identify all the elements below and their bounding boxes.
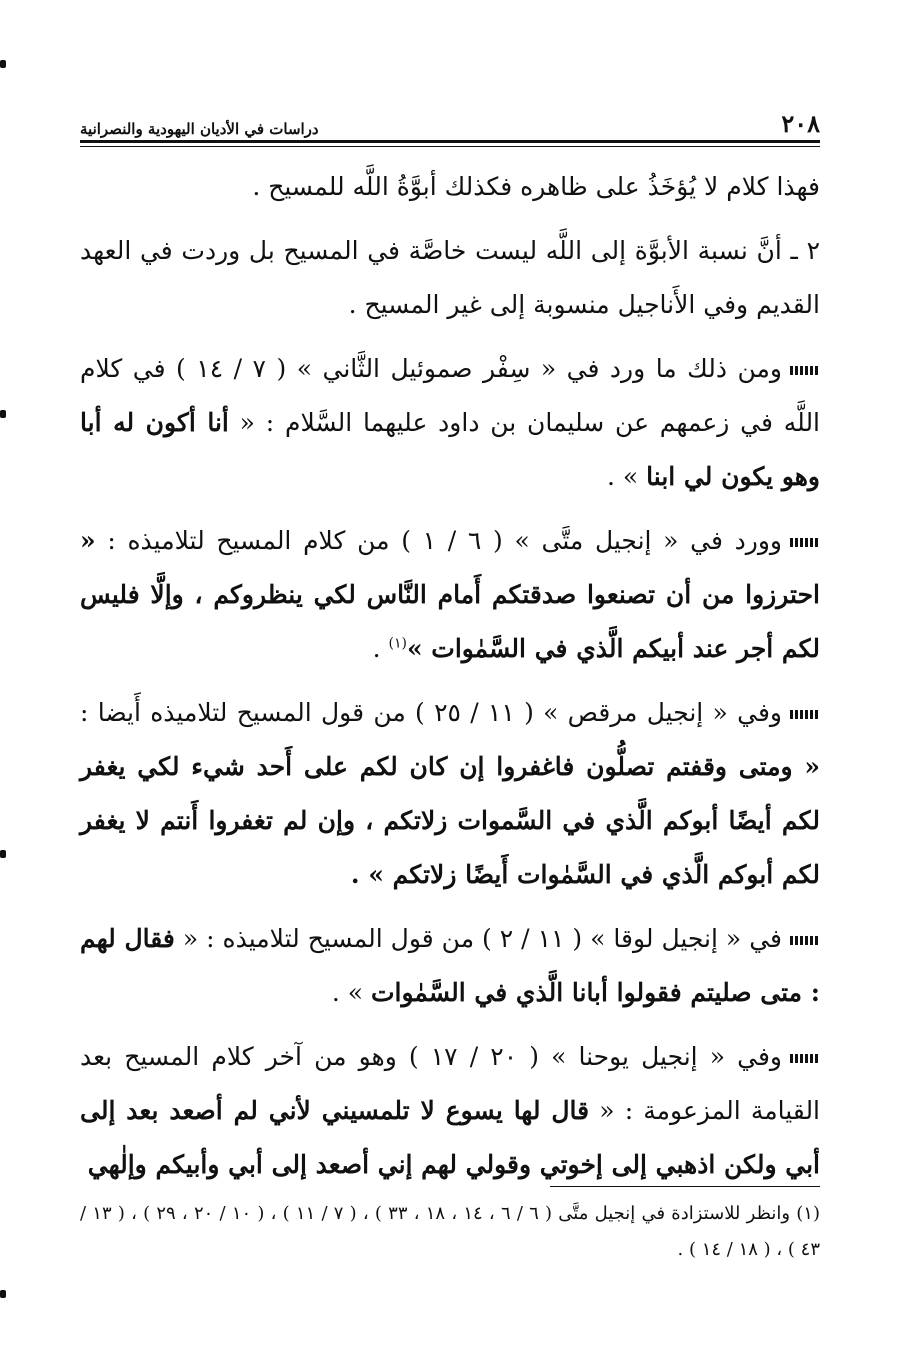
scripture-quote: فقال لهم : متى صليتم فقولوا أبانا الَّذي في السَّمٰوات <box>80 924 820 1007</box>
paragraph <box>80 160 820 214</box>
citation-intro: وفي « إنجيل يوحنا » ( ٢٠ / ١٧ ) وهو من آخر كلام المسيح بعد القيامة المزعومة : « <box>80 1042 821 1125</box>
header-rule-thin <box>80 146 820 147</box>
citation-intro: وورد في « إنجيل متَّى » ( ٦ / ١ ) من كلام المسيح لتلاميذه : <box>107 526 782 555</box>
citation-intro: في « إنجيل لوقا » ( ١١ / ٢ ) من قول المسيح لتلاميذه : « <box>182 924 782 953</box>
paragraph-marker-icon <box>790 710 820 719</box>
footnote-ref: (١) <box>388 635 407 652</box>
paragraph <box>80 1030 820 1192</box>
paragraph-marker-icon <box>790 936 820 945</box>
citation-intro: وفي « إنجيل مرقص » ( ١١ / ٢٥ ) من قول المسيح لتلاميذه أَيضا : <box>80 698 782 727</box>
running-title: دراسات في الأديان اليهودية والنصرانية <box>80 120 319 138</box>
citation-intro: ومن ذلك ما ورد في « سِفْر صموئيل الثَّاني » ( ٧ / ١٤ ) في كلام اللَّه في زعمهم عن سليمان بن داود عليهما السَّلام : « <box>80 354 821 437</box>
paragraph <box>80 686 820 902</box>
scan-edge-mark <box>0 410 6 418</box>
footnote-text: (١) وانظر للاستزادة في إنجيل متَّى ( ٦ / ٦ ، ١٤ ، ١٨ ، ٣٣ ) ، ( ٧ / ١١ ) ، ( ١٠ / ٢٠ ، ٢٩ ) ، ( ١٣ / ٤٣ ) ، ( ١٨ / ١٤ ) . <box>80 1203 820 1260</box>
scan-edge-mark <box>0 850 6 858</box>
page-number: ٢٠٨ <box>781 109 820 138</box>
paragraph <box>80 342 820 504</box>
paragraph-marker-icon <box>790 538 820 547</box>
paragraph-marker-icon <box>790 1054 820 1063</box>
scripture-quote: « ومتى وقفتم تصلُّون فاغفروا إن كان لكم على أَحد شيء لكي يغفر لكم أيضًا أبوكم الَّذي في السَّموات زلاتكم ، وإن لم تغفروا أَنتم لا يغفر لكم أبوكم الَّذي في السَّمٰوات أَيضًا زلاتكم » . <box>80 752 820 889</box>
paragraph-marker-icon <box>790 366 820 375</box>
header-rule <box>80 140 820 143</box>
citation-end: » . <box>331 978 364 1007</box>
scripture-quote: أنا أكون له أبا وهو يكون لي ابنا <box>80 408 820 491</box>
citation-end: » . <box>607 462 639 491</box>
footnote <box>80 1196 820 1268</box>
paragraph <box>80 514 820 676</box>
main-text <box>80 160 820 1192</box>
page-header <box>80 106 820 138</box>
paragraph-text: ٢ ـ أنَّ نسبة الأبوَّة إلى اللَّه ليست خاصَّة في المسيح بل وردت في العهد القديم وفي الأَناجيل منسوبة إلى غير المسيح . <box>80 236 820 319</box>
scan-edge-mark <box>0 60 6 68</box>
scan-edge-mark <box>0 1290 6 1298</box>
scripture-quote: قال لها يسوع لا تلمسيني لأني لم أصعد بعد إلى أبي ولكن اذهبي إلى إخوتي وقولي لهم إني أصعد إلى أبي وأبيكم وإلٰهي <box>80 1096 820 1179</box>
citation-end: . <box>372 634 389 663</box>
scripture-quote: « احترزوا من أن تصنعوا صدقتكم أَمام النَّاس لكي ينظروكم ، وإلَّا فليس لكم أجر عند أبيكم الَّذي في السَّمٰوات » <box>80 526 820 663</box>
footnote-rule <box>550 1186 820 1187</box>
paragraph <box>80 912 820 1020</box>
paragraph-text: فهذا كلام لا يُؤخَذُ على ظاهره فكذلك أبوَّةُ اللَّه للمسيح . <box>252 172 820 201</box>
paragraph <box>80 224 820 332</box>
